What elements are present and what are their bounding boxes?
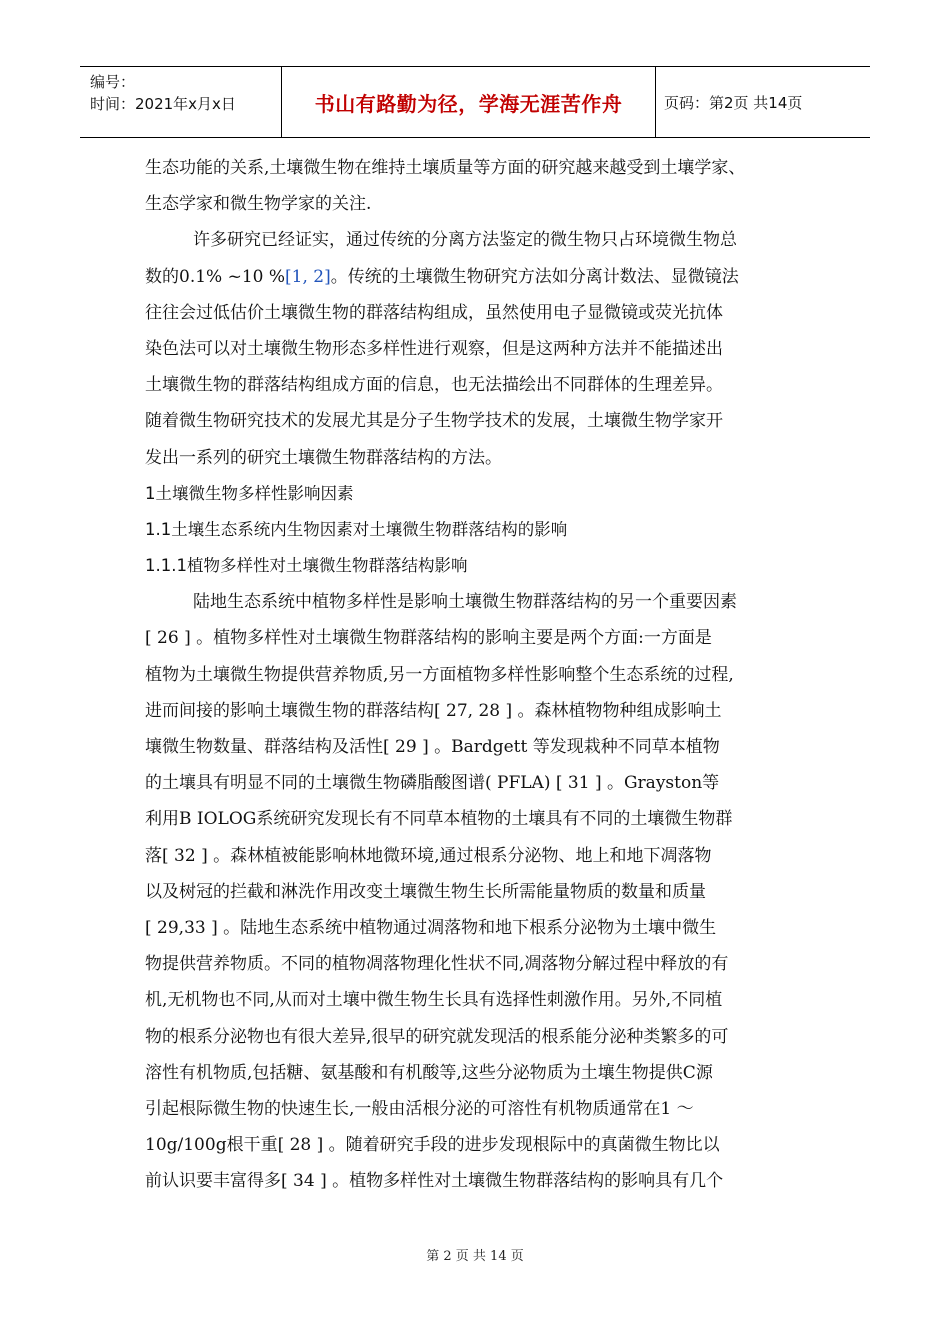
body-line: 染色法可以对土壤微生物形态多样性进行观察，但是这两种方法并不能描述出 — [145, 338, 723, 359]
paragraph-start: 陆地生态系统中植物多样性是影响土壤微生物群落结构的另一个重要因素 — [193, 592, 737, 613]
section-heading: 1土壤微生物多样性影响因素 — [145, 483, 354, 503]
subsection-heading: 1.1土壤生态系统内生物因素对土壤微生物群落结构的影响 — [145, 519, 568, 539]
page-header — [80, 66, 870, 138]
body-line: 10g/100g根干重[ 28 ] 。随着研究手段的进步发现根际中的真菌微生物比以 — [145, 1135, 720, 1156]
body-line: 机,无机物也不同,从而对土壤中微生物生长具有选择性刺激作用。另外,不同植 — [145, 990, 723, 1011]
header-page-info: 页码：第2页 共14页 — [664, 93, 803, 112]
header-motto-cell — [282, 67, 656, 137]
body-line: 前认识要丰富得多[ 34 ] 。植物多样性对土壤微生物群落结构的影响具有几个 — [145, 1171, 724, 1192]
body-line: 落[ 32 ] 。森林植被能影响林地微环境,通过根系分泌物、地上和地下凋落物 — [145, 845, 712, 866]
body-line: 以及树冠的拦截和淋洗作用改变土壤微生物生长所需能量物质的数量和质量 — [145, 881, 706, 902]
body-line: 进而间接的影响土壤微生物的群落结构[ 27, 28 ] 。森林植物物种组成影响土 — [145, 700, 722, 721]
header-motto: 书山有路勤为径，学海无涯苦作舟 — [314, 91, 623, 116]
page-footer: 第 2 页 共 14 页 — [426, 1249, 524, 1264]
body-line: [ 29,33 ] 。陆地生态系统中植物通过凋落物和地下根系分泌物为土壤中微生 — [145, 917, 717, 938]
document-body — [145, 150, 810, 1199]
paragraph-start: 许多研究已经证实，通过传统的分离方法鉴定的微生物只占环境微生物总 — [193, 230, 737, 251]
body-text: 。传统的土壤微生物研究方法如分离计数法、显微镜法 — [330, 266, 739, 287]
body-line: 生态学家和微生物学家的关注. — [145, 194, 372, 215]
body-line: 生态功能的关系,土壤微生物在维持土壤质量等方面的研究越来越受到土壤学家、 — [145, 158, 746, 178]
body-line: 植物为土壤微生物提供营养物质,另一方面植物多样性影响整个生态系统的过程, — [145, 664, 734, 685]
body-line: [ 26 ] 。植物多样性对土壤微生物群落结构的影响主要是两个方面:一方面是 — [145, 628, 712, 649]
body-line: 利用B IOLOG系统研究发现长有不同草本植物的土壤具有不同的土壤微生物群 — [145, 809, 733, 830]
citation-link[interactable]: [1, 2] — [285, 266, 331, 287]
header-meta — [80, 67, 282, 137]
body-line: 土壤微生物的群落结构组成方面的信息，也无法描绘出不同群体的生理差异。 — [145, 375, 723, 396]
body-line: 溶性有机物质,包括糖、氨基酸和有机酸等,这些分泌物质为土壤生物提供C源 — [145, 1062, 713, 1083]
body-line: 物的根系分泌物也有很大差异,很早的研究就发现活的根系能分泌种类繁多的可 — [145, 1026, 729, 1047]
body-text: 数的0.1% ~10 % — [145, 266, 286, 287]
body-line: 物提供营养物质。不同的植物凋落物理化性状不同,凋落物分解过程中释放的有 — [145, 954, 729, 975]
body-line: 往往会过低估价土壤微生物的群落结构组成，虽然使用电子显微镜或荧光抗体 — [145, 302, 723, 323]
body-line: 引起根际微生物的快速生长,一般由活根分泌的可溶性有机物质通常在1 ～ — [145, 1098, 694, 1119]
body-line: 壤微生物数量、群落结构及活性[ 29 ] 。Bardgett 等发现栽种不同草本植物 — [145, 737, 720, 757]
body-line-with-citation — [145, 259, 810, 295]
document-time-label: 时间：2021年x月x日 — [90, 95, 236, 113]
body-line: 发出一系列的研究土壤微生物群落结构的方法。 — [145, 447, 502, 468]
body-line: 的土壤具有明显不同的土壤微生物磷脂酸图谱( PFLA) [ 31 ] 。Grayston等 — [145, 773, 720, 794]
document-number-label: 编号： — [90, 73, 136, 91]
body-line: 随着微生物研究技术的发展尤其是分子生物学技术的发展，土壤微生物学家开 — [145, 411, 723, 432]
subsubsection-heading: 1.1.1植物多样性对土壤微生物群落结构影响 — [145, 556, 468, 576]
